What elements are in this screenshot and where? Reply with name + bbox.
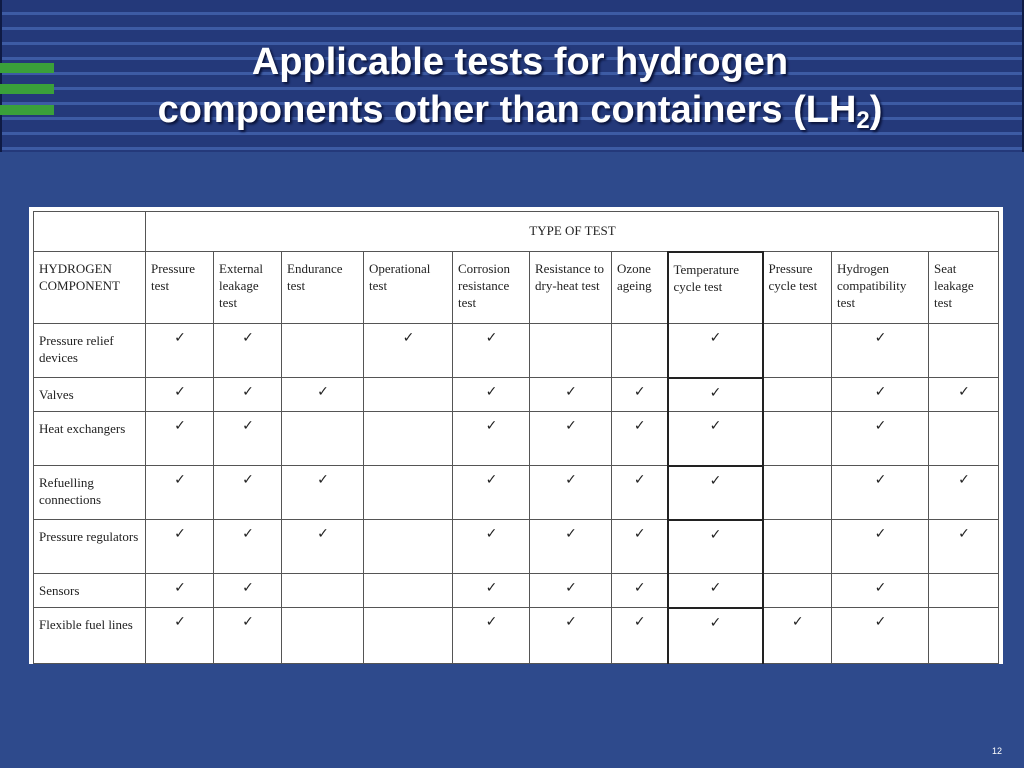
check-mark-icon: ✓: [146, 466, 214, 520]
group-header-row: [34, 212, 999, 252]
check-mark-icon: ✓: [832, 608, 929, 664]
table-container: [29, 207, 1003, 664]
column-header: Temperature cycle test: [668, 252, 763, 324]
column-header: Pressure cycle test: [763, 252, 832, 324]
table-row: [34, 574, 999, 608]
column-header: Seat leakage test: [929, 252, 999, 324]
empty-cell: [364, 378, 453, 412]
check-mark-icon: ✓: [214, 574, 282, 608]
check-mark-icon: ✓: [214, 412, 282, 466]
table-row: [34, 608, 999, 664]
empty-cell: [763, 324, 832, 378]
check-mark-icon: ✓: [929, 466, 999, 520]
check-mark-icon: ✓: [214, 520, 282, 574]
empty-cell: [929, 608, 999, 664]
check-mark-icon: ✓: [832, 378, 929, 412]
slide-title: [60, 38, 980, 134]
check-mark-icon: ✓: [146, 520, 214, 574]
check-mark-icon: ✓: [832, 412, 929, 466]
check-mark-icon: ✓: [612, 378, 668, 412]
empty-cell: [364, 608, 453, 664]
green-bar: [0, 84, 54, 94]
check-mark-icon: ✓: [453, 608, 530, 664]
check-mark-icon: ✓: [282, 466, 364, 520]
check-mark-icon: ✓: [453, 412, 530, 466]
empty-cell: [763, 466, 832, 520]
component-name: Heat exchangers: [34, 412, 146, 466]
check-mark-icon: ✓: [668, 574, 763, 608]
component-name: Valves: [34, 378, 146, 412]
check-mark-icon: ✓: [453, 324, 530, 378]
component-name: Refuelling connections: [34, 466, 146, 520]
tests-table: [33, 211, 999, 664]
table-row: [34, 412, 999, 466]
slide-number: 12: [991, 746, 1002, 756]
check-mark-icon: ✓: [763, 608, 832, 664]
check-mark-icon: ✓: [832, 520, 929, 574]
check-mark-icon: ✓: [668, 608, 763, 664]
check-mark-icon: ✓: [612, 466, 668, 520]
empty-cell: [612, 324, 668, 378]
table-row: [34, 378, 999, 412]
column-header-row: [34, 252, 999, 324]
table-row: [34, 324, 999, 378]
column-header: External leakage test: [214, 252, 282, 324]
empty-cell: [364, 520, 453, 574]
check-mark-icon: ✓: [530, 574, 612, 608]
decorative-green-bars: [0, 63, 54, 126]
check-mark-icon: ✓: [453, 520, 530, 574]
check-mark-icon: ✓: [929, 520, 999, 574]
component-name: Pressure relief devices: [34, 324, 146, 378]
column-header: Pressure test: [146, 252, 214, 324]
check-mark-icon: ✓: [832, 466, 929, 520]
component-name: Pressure regulators: [34, 520, 146, 574]
check-mark-icon: ✓: [612, 574, 668, 608]
column-header: Endurance test: [282, 252, 364, 324]
title-line-1: Applicable tests for hydrogen: [251, 41, 789, 83]
check-mark-icon: ✓: [146, 412, 214, 466]
green-bar: [0, 105, 54, 115]
table-row: [34, 466, 999, 520]
check-mark-icon: ✓: [612, 412, 668, 466]
empty-cell: [364, 574, 453, 608]
empty-cell: [929, 412, 999, 466]
check-mark-icon: ✓: [832, 324, 929, 378]
column-header: Corrosion resistance test: [453, 252, 530, 324]
check-mark-icon: ✓: [214, 466, 282, 520]
empty-cell: [282, 574, 364, 608]
check-mark-icon: ✓: [668, 466, 763, 520]
check-mark-icon: ✓: [612, 608, 668, 664]
empty-cell: [763, 412, 832, 466]
check-mark-icon: ✓: [453, 378, 530, 412]
column-header: Operational test: [364, 252, 453, 324]
component-name: Sensors: [34, 574, 146, 608]
empty-cell: [364, 466, 453, 520]
check-mark-icon: ✓: [668, 412, 763, 466]
type-of-test-header: TYPE OF TEST: [146, 212, 999, 252]
check-mark-icon: ✓: [214, 608, 282, 664]
check-mark-icon: ✓: [214, 324, 282, 378]
check-mark-icon: ✓: [530, 520, 612, 574]
slide-header: [0, 0, 1024, 152]
check-mark-icon: ✓: [530, 412, 612, 466]
check-mark-icon: ✓: [832, 574, 929, 608]
check-mark-icon: ✓: [282, 520, 364, 574]
empty-cell: [929, 574, 999, 608]
check-mark-icon: ✓: [668, 324, 763, 378]
check-mark-icon: ✓: [530, 378, 612, 412]
check-mark-icon: ✓: [453, 574, 530, 608]
column-header: Hydrogen compatibility test: [832, 252, 929, 324]
check-mark-icon: ✓: [146, 608, 214, 664]
column-header: Ozone ageing: [612, 252, 668, 324]
check-mark-icon: ✓: [929, 378, 999, 412]
title-close: ): [869, 89, 883, 131]
empty-cell: [929, 324, 999, 378]
empty-cell: [282, 412, 364, 466]
title-line-2: components other than containers (LH: [157, 89, 857, 131]
corner-cell: [34, 212, 146, 252]
check-mark-icon: ✓: [282, 378, 364, 412]
empty-cell: [364, 412, 453, 466]
check-mark-icon: ✓: [530, 466, 612, 520]
empty-cell: [763, 574, 832, 608]
empty-cell: [763, 520, 832, 574]
empty-cell: [282, 324, 364, 378]
empty-cell: [763, 378, 832, 412]
green-bar: [0, 63, 54, 73]
column-header: Resistance to dry-heat test: [530, 252, 612, 324]
check-mark-icon: ✓: [668, 378, 763, 412]
check-mark-icon: ✓: [530, 608, 612, 664]
check-mark-icon: ✓: [146, 378, 214, 412]
check-mark-icon: ✓: [146, 574, 214, 608]
check-mark-icon: ✓: [612, 520, 668, 574]
component-column-header: HYDROGEN COMPONENT: [34, 252, 146, 324]
empty-cell: [530, 324, 612, 378]
empty-cell: [282, 608, 364, 664]
title-subscript: 2: [856, 107, 870, 134]
table-body: [34, 324, 999, 664]
check-mark-icon: ✓: [146, 324, 214, 378]
table-row: [34, 520, 999, 574]
check-mark-icon: ✓: [668, 520, 763, 574]
check-mark-icon: ✓: [214, 378, 282, 412]
check-mark-icon: ✓: [364, 324, 453, 378]
component-name: Flexible fuel lines: [34, 608, 146, 664]
check-mark-icon: ✓: [453, 466, 530, 520]
